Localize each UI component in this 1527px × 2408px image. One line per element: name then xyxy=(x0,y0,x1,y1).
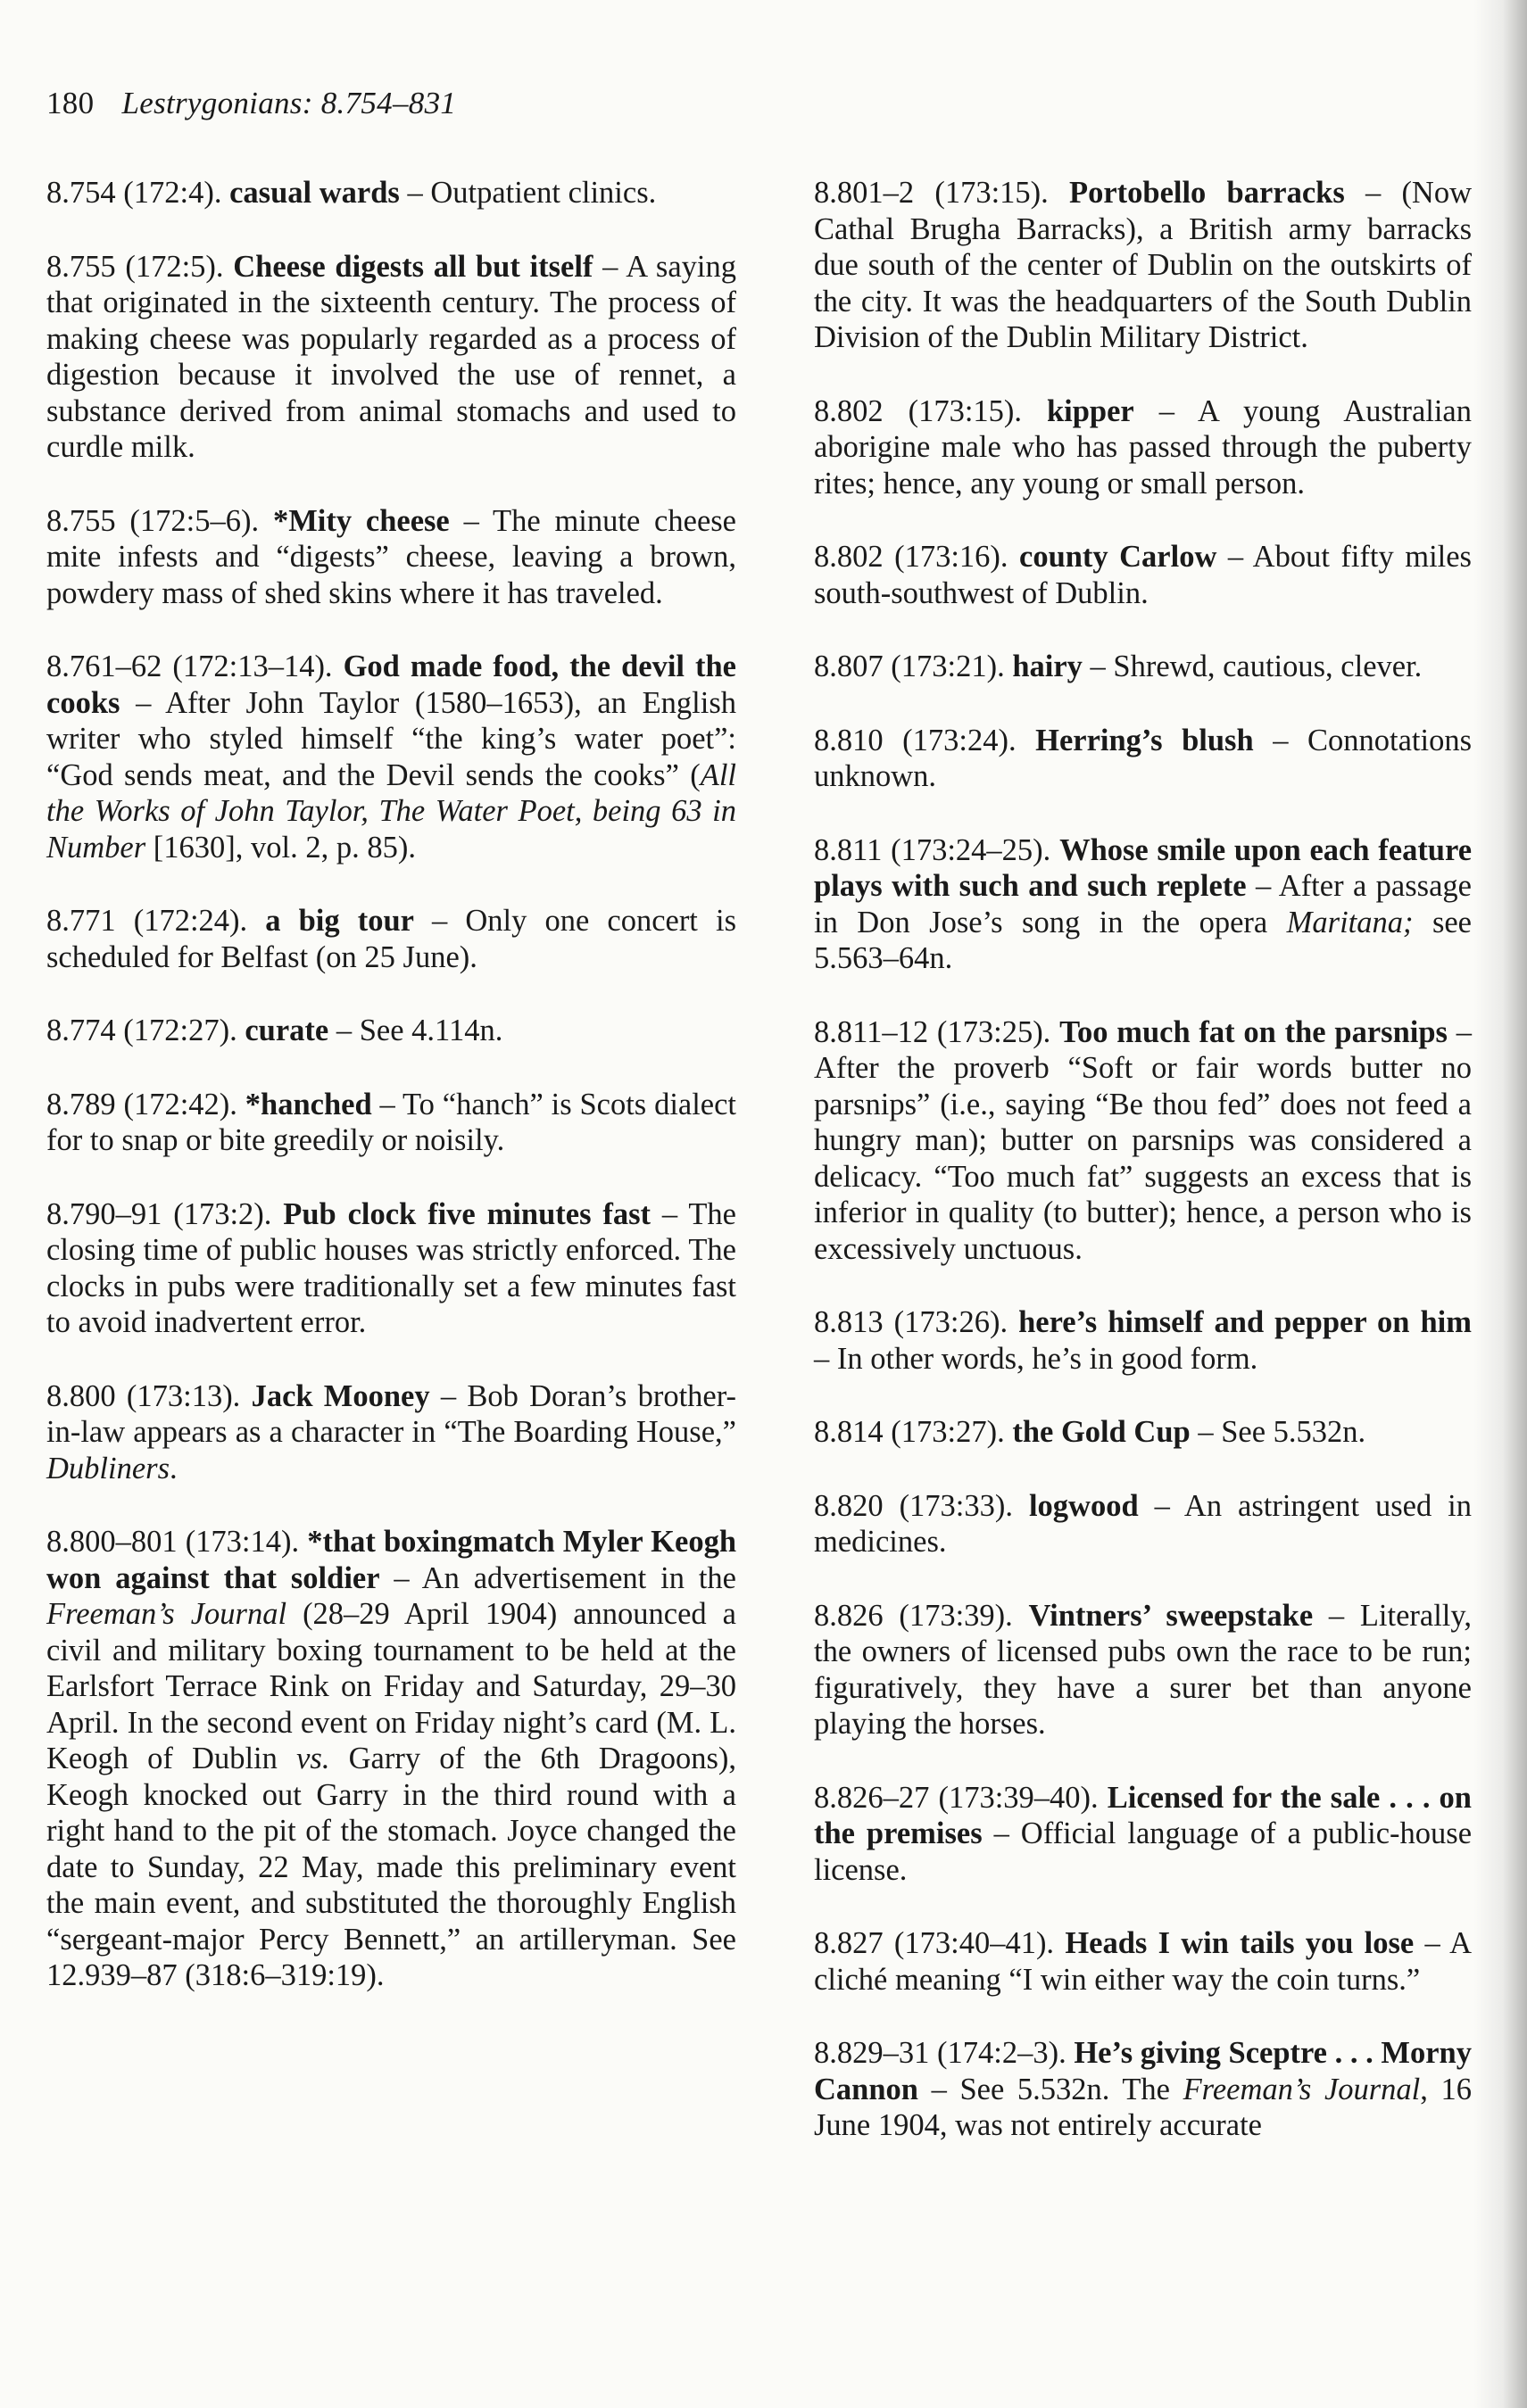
entry-reference: 8.790–91 (173:2). xyxy=(46,1196,272,1231)
entry-reference: 8.800 (173:13). xyxy=(46,1378,241,1413)
entry-reference: 8.814 (173:27). xyxy=(814,1415,1005,1449)
italic-term: vs. xyxy=(296,1742,330,1775)
running-head xyxy=(46,86,456,121)
cited-title: Maritana; xyxy=(1286,905,1414,939)
entry-gloss: A young Australian aborigine male who has passed through the puberty rites; hence, any young or small person. xyxy=(814,393,1472,501)
entry-reference: 8.754 (172:4). xyxy=(46,176,222,210)
entry-gloss: Bob Doran’s brother-in-law appears as a character in “The Boarding House,” xyxy=(46,1378,737,1449)
entry-gloss: See 4.114n. xyxy=(359,1014,503,1047)
entry-gloss: After a passage in Don Jose’s song in the opera xyxy=(814,869,1472,939)
entry-lemma: Licensed for the sale . . . on the premises xyxy=(814,1780,1472,1850)
entry-reference: 8.826–27 (173:39–40). xyxy=(814,1780,1099,1815)
entry-gloss: Official language of a public-house license. xyxy=(814,1816,1473,1887)
annotation-entry: 8.827 (173:40–41). Heads I win tails you lose – A cliché meaning “I win either way the coin turns.” xyxy=(814,1926,1472,1997)
page-number: 180 xyxy=(46,86,95,120)
entry-gloss: The minute cheese mite infests and “digests” cheese, leaving a brown, powdery mass of shed skins where it has traveled. xyxy=(46,503,736,610)
entry-reference: 8.755 (172:5–6). xyxy=(46,503,260,538)
annotation-entry: 8.810 (173:24). Herring’s blush – Connotations unknown. xyxy=(814,723,1472,793)
entry-reference: 8.801–2 (173:15). xyxy=(814,176,1049,210)
entry-gloss: An astringent used in medicines. xyxy=(814,1488,1473,1559)
annotation-entry: 8.801–2 (173:15). Portobello barracks – (Now Cathal Brugha Barracks), a British army barracks due south of the center of Dublin on the outskirts of the city. It was the headquarters of the South Dublin Division of the Dublin Military District. xyxy=(814,176,1473,354)
cited-title: Freeman’s Journal xyxy=(1183,2072,1421,2106)
entry-reference: 8.800–801 (173:14). xyxy=(46,1525,300,1559)
entry-lemma: *Mity cheese xyxy=(272,503,450,538)
entry-reference: 8.802 (173:16). xyxy=(814,540,1008,574)
entry-lemma: Vintners’ sweepstake xyxy=(1028,1598,1314,1633)
entry-gloss: After John Taylor (1580–1653), an English writer who styled himself “the king’s water poet”: “God sends meat, and the Devil sends the cooks” ( xyxy=(46,685,737,792)
entry-reference: 8.789 (172:42). xyxy=(46,1087,237,1121)
entry-lemma: Cheese digests all but itself xyxy=(233,249,593,284)
running-title: Lestrygonians: 8.754–831 xyxy=(121,86,457,120)
entry-lemma: curate xyxy=(245,1014,329,1047)
entry-gloss: see 5.563–64n. xyxy=(814,905,1472,975)
entry-reference: 8.829–31 (174:2–3). xyxy=(814,2036,1066,2070)
annotation-entry: 8.820 (173:33). logwood – An astringent used in medicines. xyxy=(814,1488,1473,1559)
annotation-entry: 8.774 (172:27). curate – See 4.114n. xyxy=(46,1014,503,1047)
entry-gloss: (Now Cathal Brugha Barracks), a British army barracks due south of the center of Dublin on the outskirts of the city. It was the headquarters of the South Dublin Division of the Dublin Military District. xyxy=(814,176,1473,354)
page-edge-shadow xyxy=(1473,0,1527,2408)
annotation-entry: 8.761–62 (172:13–14). God made food, the devil the cooks – After John Taylor (1580–1653), an English writer who styled himself “the king’s water poet”: “God sends meat, and the Devil sends the cooks” (All the Works of John Taylor, The Water Poet, being 63 in Number [1630], vol. 2, p. 85). xyxy=(46,650,737,865)
annotation-entry: 8.811–12 (173:25). Too much fat on the parsnips – After the proverb “Soft or fair words butter no parsnips” (i.e., saying “Be thou fed” does not feed a hungry man); butter on parsnips was considered a delicacy. “Too much fat” suggests an excess that is inferior in quality (to butter); hence, a person who is excessively unctuous. xyxy=(814,1014,1472,1266)
left-column xyxy=(46,175,736,2031)
entry-gloss: [1630], vol. 2, p. 85). xyxy=(145,830,416,865)
entry-lemma: kipper xyxy=(1046,393,1134,428)
annotation-entry: 8.755 (172:5–6). *Mity cheese – The minute cheese mite infests and “digests” cheese, leaving a brown, powdery mass of shed skins where it has traveled. xyxy=(46,503,736,610)
entry-reference: 8.827 (173:40–41). xyxy=(814,1926,1055,1960)
entry-lemma: Pub clock five minutes fast xyxy=(283,1196,651,1231)
entry-lemma: casual wards xyxy=(229,176,400,210)
annotation-entry: 8.826–27 (173:39–40). Licensed for the sale . . . on the premises – Official language of a public-house license. xyxy=(814,1780,1473,1887)
annotation-entry: 8.755 (172:5). Cheese digests all but itself – A saying that originated in the sixteenth century. The process of making cheese was popularly regarded as a process of digestion because it involved the use of rennet, a substance derived from animal stomachs and used to curdle milk. xyxy=(46,249,736,464)
entry-gloss: About fifty miles south-southwest of Dublin. xyxy=(814,540,1472,610)
annotation-entry: 8.790–91 (173:2). Pub clock five minutes fast – The closing time of public houses was strictly enforced. The clocks in pubs were traditionally set a few minutes fast to avoid inadvertent error. xyxy=(46,1196,736,1339)
entry-reference: 8.811 (173:24–25). xyxy=(814,832,1051,867)
entry-gloss: An advertisement in the xyxy=(421,1560,736,1595)
entry-gloss: , 16 June 1904, was not entirely accurate xyxy=(814,2072,1473,2142)
entry-lemma: God made food, the devil the cooks xyxy=(46,650,736,720)
entry-gloss: Literally, the owners of licensed pubs own the race to be run; figuratively, they have a surer bet than anyone playing the horses. xyxy=(814,1598,1473,1741)
annotation-entry: 8.800–801 (173:14). *that boxingmatch Myler Keogh won against that soldier – An advertisement in the Freeman’s Journal (28–29 April 1904) announced a civil and military boxing tournament to be held at the Earlsfort Terrace Rink on Friday and Saturday, 29–30 April. In the second event on Friday night’s card (M. L. Keogh of Dublin vs. Garry of the 6th Dragoons), Keogh knocked out Garry in the third round with a right hand to the pit of the stomach. Joyce changed the date to Sunday, 22 May, made this preliminary event the main event, and substituted the thoroughly English “sergeant-major Percy Bennett,” an artilleryman. See 12.939–87 (318:6–319:19). xyxy=(46,1525,737,1992)
entry-lemma: *that boxingmatch Myler Keogh won against that soldier xyxy=(46,1525,737,1595)
annotation-entry: 8.802 (173:16). county Carlow – About fifty miles south-southwest of Dublin. xyxy=(814,540,1472,610)
annotation-entry: 8.754 (172:4). casual wards – Outpatient clinics. xyxy=(46,176,657,210)
right-column xyxy=(814,175,1472,2181)
entry-reference: 8.810 (173:24). xyxy=(814,723,1017,757)
entry-reference: 8.771 (172:24). xyxy=(46,904,248,938)
cited-title: Dubliners xyxy=(46,1451,170,1485)
entry-lemma: a big tour xyxy=(265,904,414,938)
entry-lemma: hairy xyxy=(1012,650,1083,683)
annotation-entry: 8.826 (173:39). Vintners’ sweepstake – Literally, the owners of licensed pubs own the race to be run; figuratively, they have a surer bet than anyone playing the horses. xyxy=(814,1598,1473,1741)
annotation-entry: 8.811 (173:24–25). Whose smile upon each feature plays with such and such replete – After a passage in Don Jose’s song in the opera Maritana; see 5.563–64n. xyxy=(814,832,1473,975)
entry-lemma: county Carlow xyxy=(1019,540,1217,574)
entry-reference: 8.811–12 (173:25). xyxy=(814,1014,1051,1049)
annotation-entry: 8.814 (173:27). the Gold Cup – See 5.532n. xyxy=(814,1415,1366,1449)
entry-reference: 8.813 (173:26). xyxy=(814,1305,1008,1339)
entry-lemma: He’s giving Sceptre . . . Morny Cannon xyxy=(814,2036,1472,2106)
entry-gloss: A saying that originated in the sixteenth century. The process of making cheese was popularly regarded as a process of digestion because it involved the use of rennet, a substance derived from animal stomachs and used to curdle milk. xyxy=(46,249,736,464)
annotation-entry: 8.813 (173:26). here’s himself and pepper on him – In other words, he’s in good form. xyxy=(814,1305,1472,1376)
entry-lemma: Herring’s blush xyxy=(1035,723,1254,757)
entry-gloss: After the proverb “Soft or fair words butter no parsnips” (i.e., saying “Be thou fed” does not feed a hungry man); butter on parsnips was considered a delicacy. “Too much fat” suggests an excess that is inferior in quality (to butter); hence, a person who is excessively unctuous. xyxy=(814,1051,1472,1266)
entry-lemma: Heads I win tails you lose xyxy=(1065,1926,1415,1960)
entry-reference: 8.802 (173:15). xyxy=(814,393,1023,428)
annotation-entry: 8.829–31 (174:2–3). He’s giving Sceptre . . . Morny Cannon – See 5.532n. The Freeman’s Journal, 16 June 1904, was not entirely accurate xyxy=(814,2036,1473,2142)
entry-lemma: *hanched xyxy=(245,1087,372,1121)
entry-reference: 8.774 (172:27). xyxy=(46,1014,237,1047)
entry-gloss: Connotations unknown. xyxy=(814,723,1472,793)
entry-gloss: (28–29 April 1904) announced a civil and military boxing tournament to be held at the Earlsfort Terrace Rink on Friday and Saturday, 29–30 April. In the second event on Friday night’s card (M. L. Keogh of Dublin xyxy=(46,1597,736,1775)
entry-reference: 8.755 (172:5). xyxy=(46,249,224,284)
entry-gloss: The closing time of public houses was strictly enforced. The clocks in pubs were traditionally set a few minutes fast to avoid inadvertent error. xyxy=(46,1196,736,1339)
entry-lemma: Portobello barracks xyxy=(1069,176,1345,210)
entry-gloss: See 5.532n. The xyxy=(959,2072,1183,2106)
entry-gloss: Shrewd, cautious, clever. xyxy=(1113,650,1423,683)
entry-gloss: See 5.532n. xyxy=(1221,1415,1366,1449)
entry-lemma: Jack Mooney xyxy=(251,1378,430,1413)
entry-reference: 8.761–62 (172:13–14). xyxy=(46,650,333,683)
entry-lemma: the Gold Cup xyxy=(1012,1415,1191,1449)
entry-lemma: here’s himself and pepper on him xyxy=(1018,1305,1472,1339)
entry-gloss: Garry of the 6th Dragoons), Keogh knocked out Garry in the third round with a right hand to the pit of the stomach. Joyce changed the date to Sunday, 22 May, made this preliminary event the main event, and substituted the thoroughly English “sergeant-major Percy Bennett,” an artilleryman. See 12.939–87 (318:6–319:19). xyxy=(46,1742,736,1992)
entry-gloss: To “hanch” is Scots dialect for to snap or bite greedily or noisily. xyxy=(46,1087,737,1157)
annotation-entry: 8.771 (172:24). a big tour – Only one concert is scheduled for Belfast (on 25 June). xyxy=(46,904,736,974)
annotation-entry: 8.789 (172:42). *hanched – To “hanch” is Scots dialect for to snap or bite greedily or noisily. xyxy=(46,1087,737,1157)
entry-gloss: In other words, he’s in good form. xyxy=(836,1341,1258,1376)
entry-reference: 8.807 (173:21). xyxy=(814,650,1005,683)
entry-lemma: Whose smile upon each feature plays with such and such replete xyxy=(814,832,1473,903)
annotation-entry: 8.800 (173:13). Jack Mooney – Bob Doran’s brother-in-law appears as a character in “The Boarding House,” Dubliners. xyxy=(46,1378,737,1485)
entry-reference: 8.826 (173:39). xyxy=(814,1598,1013,1633)
entry-gloss: Only one concert is scheduled for Belfast (on 25 June). xyxy=(46,904,736,974)
entry-lemma: logwood xyxy=(1028,1488,1139,1523)
entry-gloss: Outpatient clinics. xyxy=(430,176,657,210)
entry-gloss: . xyxy=(170,1451,178,1485)
annotation-entry: 8.802 (173:15). kipper – A young Australian aborigine male who has passed through the puberty rites; hence, any young or small person. xyxy=(814,393,1472,501)
entry-lemma: Too much fat on the parsnips xyxy=(1059,1014,1448,1049)
cited-title: Freeman’s Journal xyxy=(46,1597,287,1631)
entry-reference: 8.820 (173:33). xyxy=(814,1488,1014,1523)
annotation-entry: 8.807 (173:21). hairy – Shrewd, cautious, clever. xyxy=(814,650,1423,683)
cited-title: All the Works of John Taylor, The Water Poet, being 63 in Number xyxy=(46,757,736,865)
entry-gloss: A cliché meaning “I win either way the coin turns.” xyxy=(814,1926,1472,1997)
